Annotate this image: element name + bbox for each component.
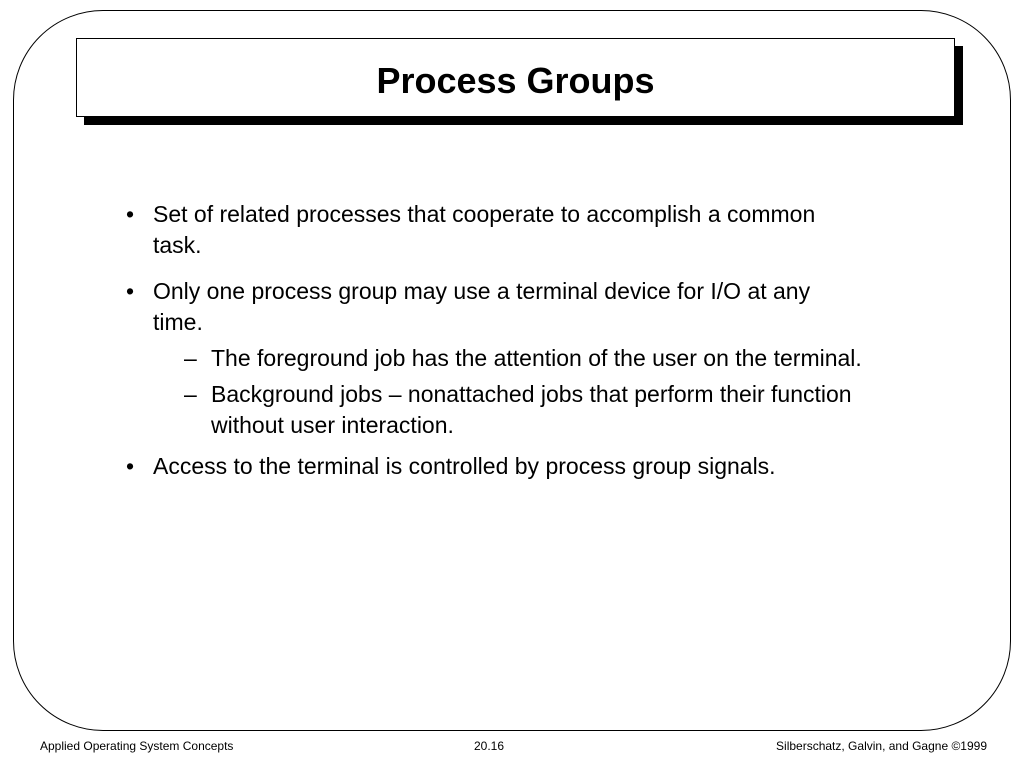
slide-title: Process Groups bbox=[376, 59, 655, 101]
sub-bullet-text: Background jobs – nonattached jobs that perform their function without user interaction. bbox=[211, 381, 852, 438]
sub-bullet-item bbox=[126, 343, 866, 374]
dash-icon: – bbox=[184, 345, 197, 371]
footer-copyright: Silberschatz, Galvin, and Gagne ©1999 bbox=[776, 739, 987, 753]
footer-course-title: Applied Operating System Concepts bbox=[40, 739, 234, 753]
title-box bbox=[76, 38, 955, 117]
dash-icon: – bbox=[184, 381, 197, 407]
bullet-icon: • bbox=[126, 278, 135, 304]
bullet-text: Only one process group may use a terminal device for I/O at any time. bbox=[153, 278, 811, 335]
bullet-item bbox=[126, 451, 866, 482]
bullet-list bbox=[126, 199, 866, 497]
footer-page-number: 20.16 bbox=[474, 739, 505, 753]
sub-bullet-text: The foreground job has the attention of the user on the terminal. bbox=[211, 345, 862, 371]
bullet-icon: • bbox=[126, 201, 135, 227]
bullet-item bbox=[126, 276, 866, 338]
sub-bullet-item bbox=[126, 379, 866, 441]
bullet-text: Access to the terminal is controlled by process group signals. bbox=[153, 453, 776, 479]
bullet-icon: • bbox=[126, 453, 135, 479]
bullet-item bbox=[126, 199, 866, 261]
bullet-text: Set of related processes that cooperate to accomplish a common task. bbox=[153, 201, 816, 258]
